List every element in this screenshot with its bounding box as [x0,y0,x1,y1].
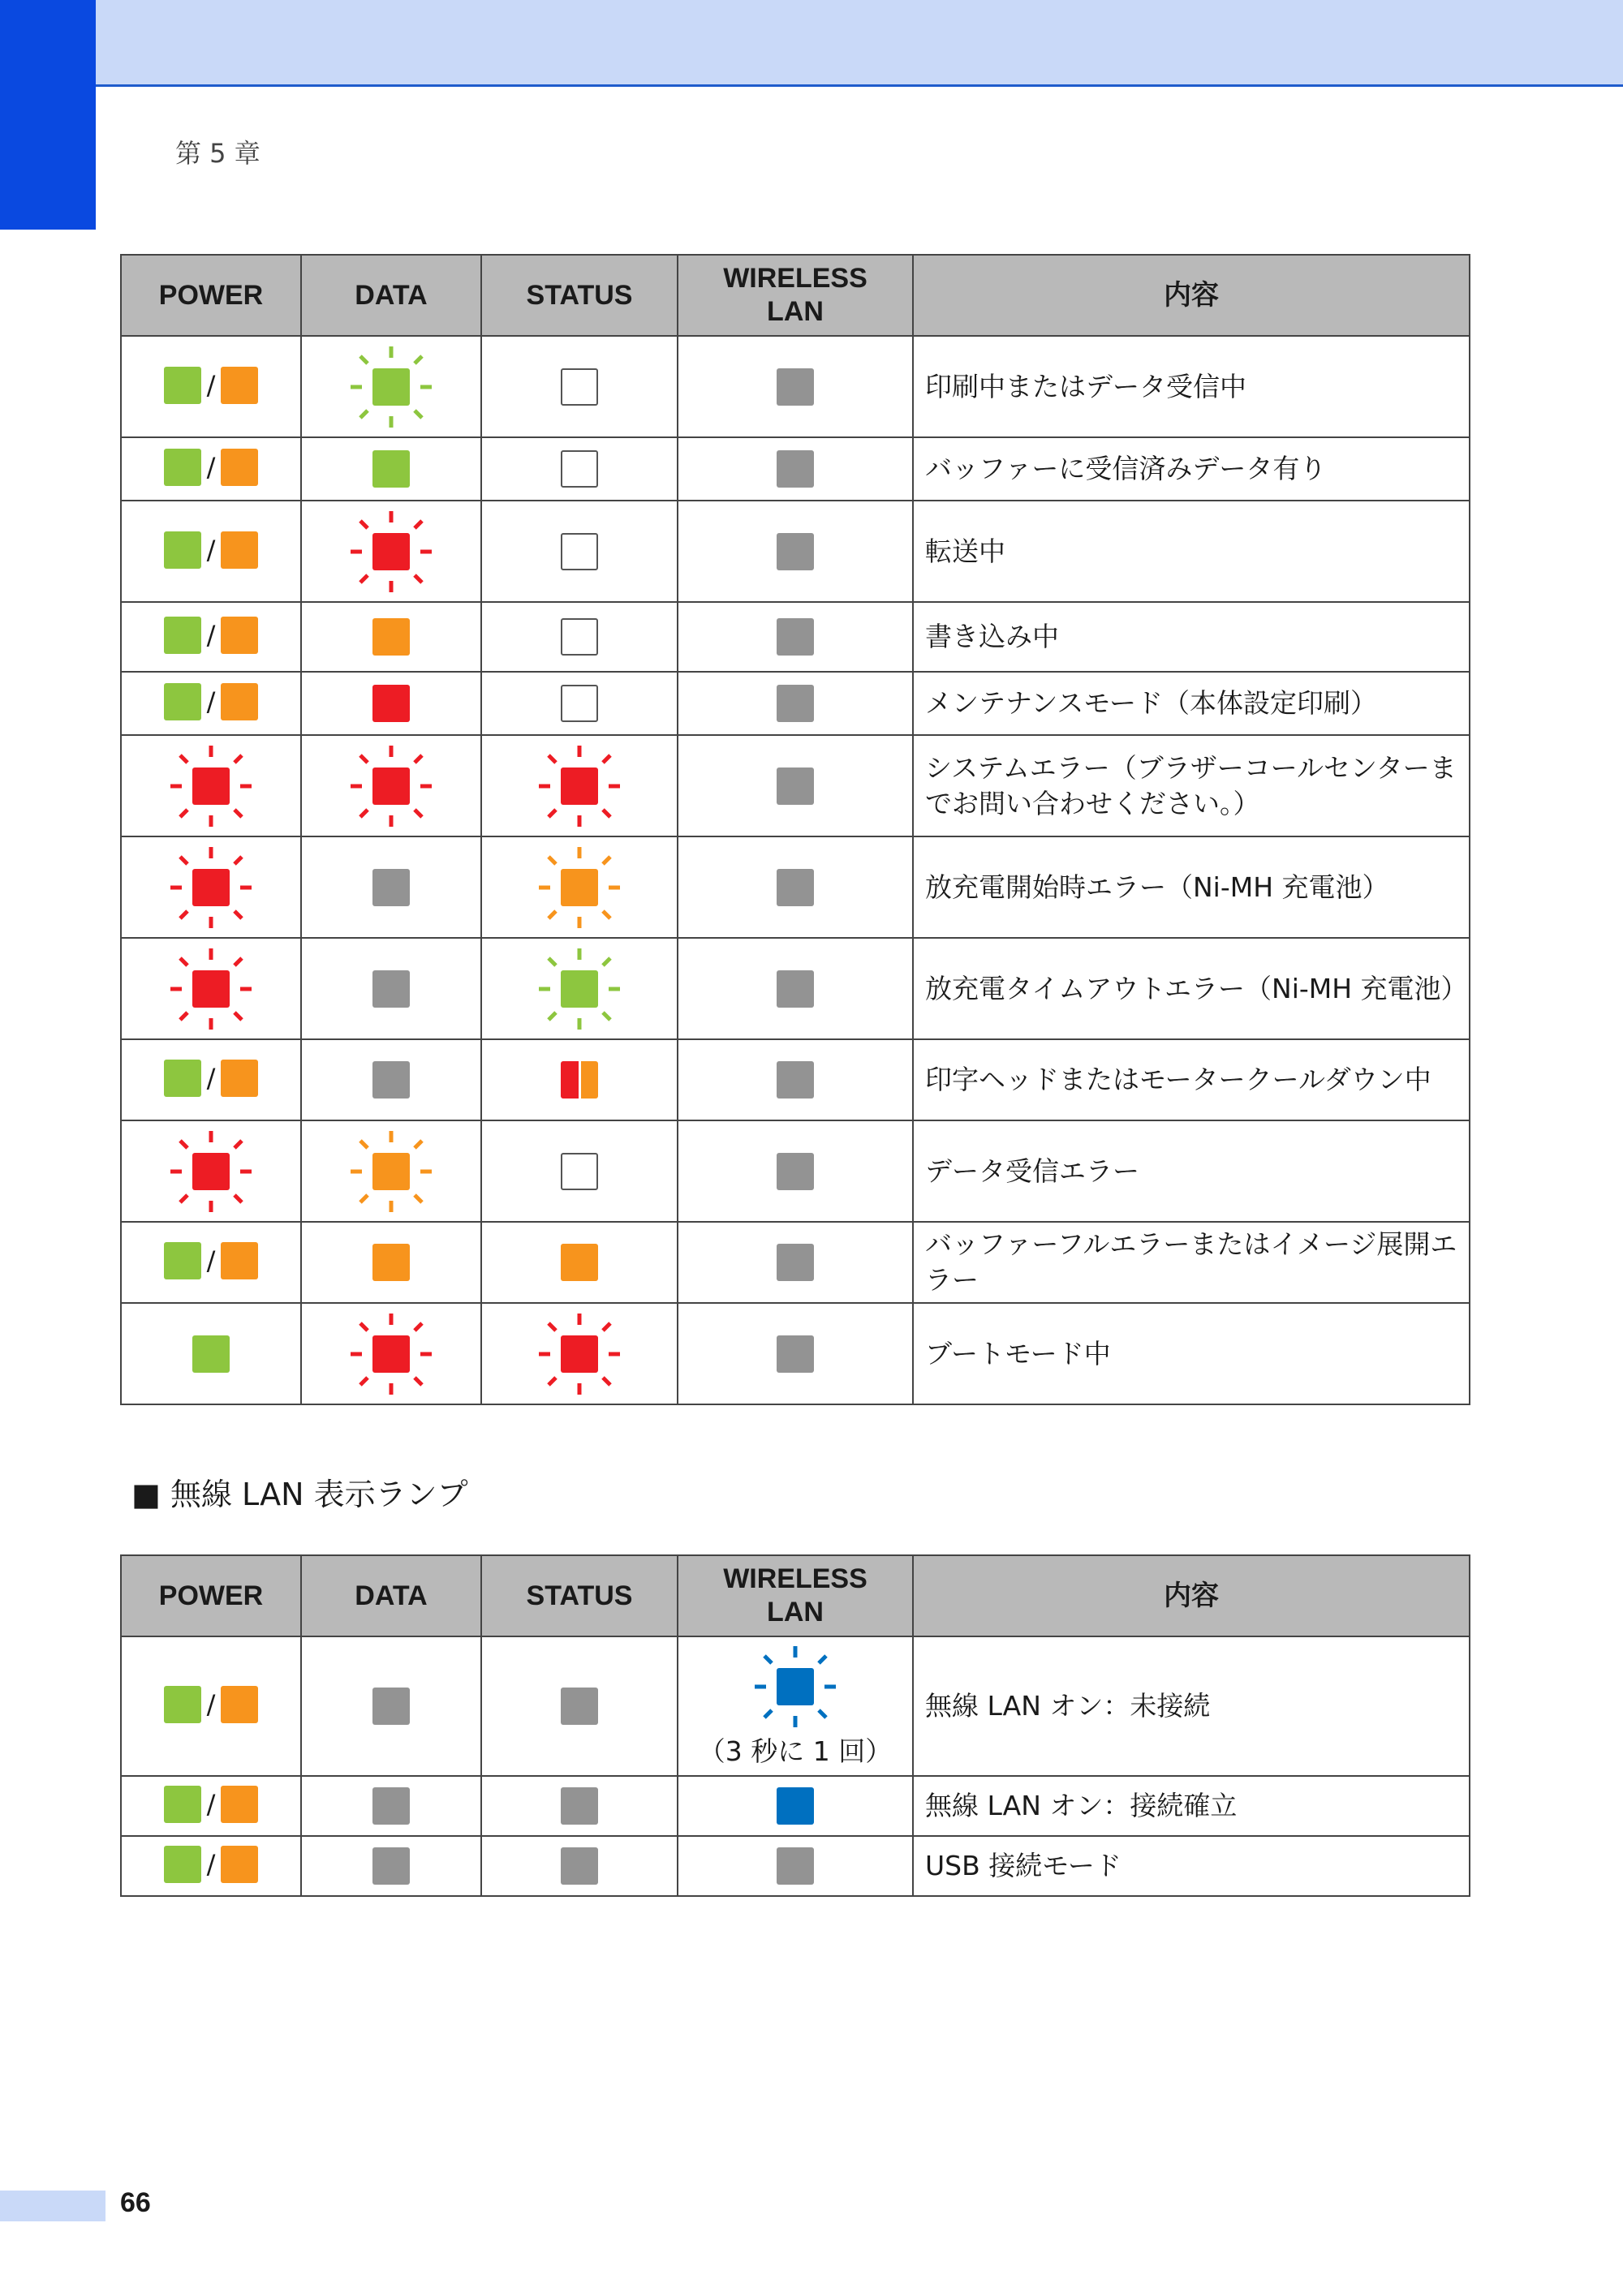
cell-wlan [678,938,913,1039]
lamp-gray-icon [561,1847,598,1885]
lamp-red-icon [372,685,410,722]
lamp-orange-icon [221,1060,258,1097]
cell-status [481,1039,678,1120]
cell-status [481,1303,678,1404]
lamp-red-orange-alternating-icon [561,1061,598,1099]
table-row [121,938,1470,1039]
table-row [121,735,1470,836]
cell-power [121,602,301,672]
cell-power [121,938,301,1039]
cell-description: 転送中 [913,501,1470,602]
cell-description: 印字ヘッドまたはモータークールダウン中 [913,1039,1470,1120]
lamp-red-blinking-icon [537,1312,622,1396]
cell-data [301,672,481,735]
lamp-green-blinking-icon [537,947,622,1031]
cell-power [121,501,301,602]
cell-description: 放充電開始時エラー（Ni-MH 充電池） [913,836,1470,938]
cell-data [301,1303,481,1404]
lamp-gray-icon [372,869,410,906]
lamp-orange-icon [221,367,258,404]
cell-status [481,1222,678,1303]
header-description: 内容 [913,255,1470,336]
cell-data [301,1776,481,1836]
lamp-blue-blinking-icon [753,1645,837,1729]
section-heading: ■ 無線 LAN 表示ランプ [131,1477,468,1512]
header-data: DATA [301,255,481,336]
cell-data [301,1222,481,1303]
cell-status [481,336,678,437]
lamp-gray-icon [561,1787,598,1825]
lamp-green-icon [164,1060,201,1097]
cell-wlan [678,602,913,672]
or-separator: / [206,1063,216,1094]
lamp-off-icon [561,533,598,570]
cell-status [481,672,678,735]
cell-status [481,836,678,938]
cell-status [481,938,678,1039]
lamp-orange-icon [221,531,258,569]
header-status: STATUS [481,255,678,336]
lamp-off-icon [561,368,598,406]
cell-wlan [678,1303,913,1404]
cell-wlan [678,1836,913,1896]
cell-data [301,437,481,501]
power-lamp-green-or-orange [164,1242,259,1279]
wireless-lan-lamp-table [120,1554,1470,1897]
header-wireless-lan: WIRELESS LAN [678,1555,913,1636]
cell-status [481,1836,678,1896]
power-lamp-green-or-orange [164,617,259,654]
or-separator: / [206,686,216,717]
cell-description: 無線 LAN オン：未接続 [913,1636,1470,1776]
header-data: DATA [301,1555,481,1636]
cell-description: ブートモード中 [913,1303,1470,1404]
cell-description: バッファーに受信済みデータ有り [913,437,1470,501]
cell-description: 書き込み中 [913,602,1470,672]
cell-power [121,735,301,836]
lamp-red-blinking-icon [349,1312,433,1396]
lamp-red-blinking-icon [169,845,253,930]
blink-rate-note: （3 秒に 1 回） [698,1735,893,1767]
cell-data [301,1836,481,1896]
lamp-gray-icon [372,1787,410,1825]
table-row [121,1636,1470,1776]
led-status-table [120,254,1470,1405]
power-lamp-green-or-orange [164,449,259,486]
power-lamp-green-or-orange [164,683,259,720]
or-separator: / [206,369,216,401]
lamp-orange-icon [221,1786,258,1823]
table-header-row [121,255,1470,336]
chapter-tab [0,0,96,230]
table-row [121,336,1470,437]
cell-description: 無線 LAN オン：接続確立 [913,1776,1470,1836]
or-separator: / [206,1849,216,1880]
or-separator: / [206,534,216,565]
power-lamp-green-or-orange [164,531,259,569]
cell-power [121,1776,301,1836]
lamp-gray-icon [777,368,814,406]
lamp-red-blinking-icon [349,744,433,828]
lamp-gray-icon [777,1847,814,1885]
lamp-red-blinking-icon [169,947,253,1031]
lamp-off-icon [561,685,598,722]
lamp-gray-icon [777,1061,814,1099]
lamp-gray-icon [777,450,814,488]
table-row [121,1303,1470,1404]
header-wireless-lan: WIRELESS LAN [678,255,913,336]
cell-status [481,602,678,672]
lamp-gray-icon [777,767,814,805]
lamp-green-icon [164,1786,201,1823]
lamp-green-icon [372,450,410,488]
lamp-orange-icon [372,1244,410,1281]
header-band [0,0,1623,87]
lamp-orange-icon [221,449,258,486]
power-lamp-green-or-orange [164,367,259,404]
cell-description: 印刷中またはデータ受信中 [913,336,1470,437]
cell-wlan [678,672,913,735]
cell-wlan [678,437,913,501]
lamp-red-blinking-icon [537,744,622,828]
cell-wlan [678,1120,913,1222]
table-row [121,501,1470,602]
table-row [121,437,1470,501]
lamp-gray-icon [777,869,814,906]
lamp-off-icon [561,450,598,488]
cell-wlan [678,836,913,938]
lamp-green-icon [164,1846,201,1883]
cell-power [121,336,301,437]
cell-wlan [678,735,913,836]
lamp-orange-icon [561,1244,598,1281]
cell-status [481,735,678,836]
cell-data [301,1039,481,1120]
cell-description: USB 接続モード [913,1836,1470,1896]
page-number-bar [0,2191,105,2221]
power-lamp-green-or-orange [164,1786,259,1823]
cell-wlan [678,336,913,437]
cell-power [121,1120,301,1222]
lamp-orange-blinking-icon [349,1129,433,1214]
cell-status [481,1776,678,1836]
header-description: 内容 [913,1555,1470,1636]
lamp-off-icon [561,1153,598,1190]
cell-power [121,1222,301,1303]
cell-data [301,735,481,836]
lamp-gray-icon [561,1688,598,1725]
cell-wlan [678,1039,913,1120]
lamp-green-icon [164,1242,201,1279]
cell-data [301,1636,481,1776]
table-header-row [121,1555,1470,1636]
power-lamp-green-or-orange [164,1060,259,1097]
cell-data [301,602,481,672]
lamp-blue-icon [777,1787,814,1825]
cell-data [301,501,481,602]
power-lamp-green-or-orange [164,1686,259,1723]
lamp-orange-icon [221,683,258,720]
or-separator: / [206,620,216,651]
cell-wlan [678,1222,913,1303]
chapter-label: 第 5 章 [175,138,260,169]
cell-description: データ受信エラー [913,1120,1470,1222]
cell-wlan [678,1636,913,1776]
cell-description: システムエラー（ブラザーコールセンターまでお問い合わせください。） [913,735,1470,836]
lamp-gray-icon [372,970,410,1008]
lamp-green-icon [164,531,201,569]
lamp-green-icon [164,617,201,654]
lamp-orange-icon [221,1686,258,1723]
cell-power [121,672,301,735]
lamp-green-icon [164,367,201,404]
lamp-gray-icon [777,1153,814,1190]
cell-power [121,836,301,938]
lamp-gray-icon [372,1847,410,1885]
or-separator: / [206,452,216,483]
lamp-green-icon [192,1335,230,1373]
cell-data [301,938,481,1039]
page-number: 66 [120,2187,151,2218]
lamp-green-icon [164,1686,201,1723]
cell-status [481,437,678,501]
cell-wlan [678,501,913,602]
lamp-orange-icon [221,1846,258,1883]
lamp-red-blinking-icon [169,1129,253,1214]
cell-status [481,1120,678,1222]
cell-status [481,501,678,602]
cell-description: メンテナンスモード（本体設定印刷） [913,672,1470,735]
lamp-gray-icon [372,1688,410,1725]
lamp-orange-blinking-icon [537,845,622,930]
lamp-gray-icon [777,618,814,656]
cell-power [121,1303,301,1404]
cell-status [481,1636,678,1776]
lamp-gray-icon [777,1335,814,1373]
cell-data [301,336,481,437]
lamp-gray-icon [777,970,814,1008]
lamp-gray-icon [372,1061,410,1099]
or-separator: / [206,1245,216,1276]
table-row [121,1120,1470,1222]
header-power: POWER [121,1555,301,1636]
table-row [121,1039,1470,1120]
lamp-green-blinking-icon [349,345,433,429]
cell-wlan [678,1776,913,1836]
cell-power [121,437,301,501]
lamp-green-icon [164,683,201,720]
cell-description: バッファーフルエラーまたはイメージ展開エラー [913,1222,1470,1303]
table-row [121,602,1470,672]
table-row [121,836,1470,938]
lamp-gray-icon [777,533,814,570]
or-separator: / [206,1689,216,1720]
power-lamp-green-or-orange [164,1846,259,1883]
lamp-red-blinking-icon [349,510,433,594]
lamp-gray-icon [777,685,814,722]
lamp-off-icon [561,618,598,656]
lamp-orange-icon [372,618,410,656]
cell-power [121,1039,301,1120]
lamp-gray-icon [777,1244,814,1281]
table-row [121,672,1470,735]
table-row [121,1836,1470,1896]
or-separator: / [206,1789,216,1820]
table-row [121,1222,1470,1303]
table-row [121,1776,1470,1836]
header-power: POWER [121,255,301,336]
cell-data [301,836,481,938]
lamp-red-blinking-icon [169,744,253,828]
cell-power [121,1636,301,1776]
cell-power [121,1836,301,1896]
lamp-green-icon [164,449,201,486]
cell-description: 放充電タイムアウトエラー（Ni-MH 充電池） [913,938,1470,1039]
lamp-orange-icon [221,1242,258,1279]
lamp-orange-icon [221,617,258,654]
cell-data [301,1120,481,1222]
header-status: STATUS [481,1555,678,1636]
